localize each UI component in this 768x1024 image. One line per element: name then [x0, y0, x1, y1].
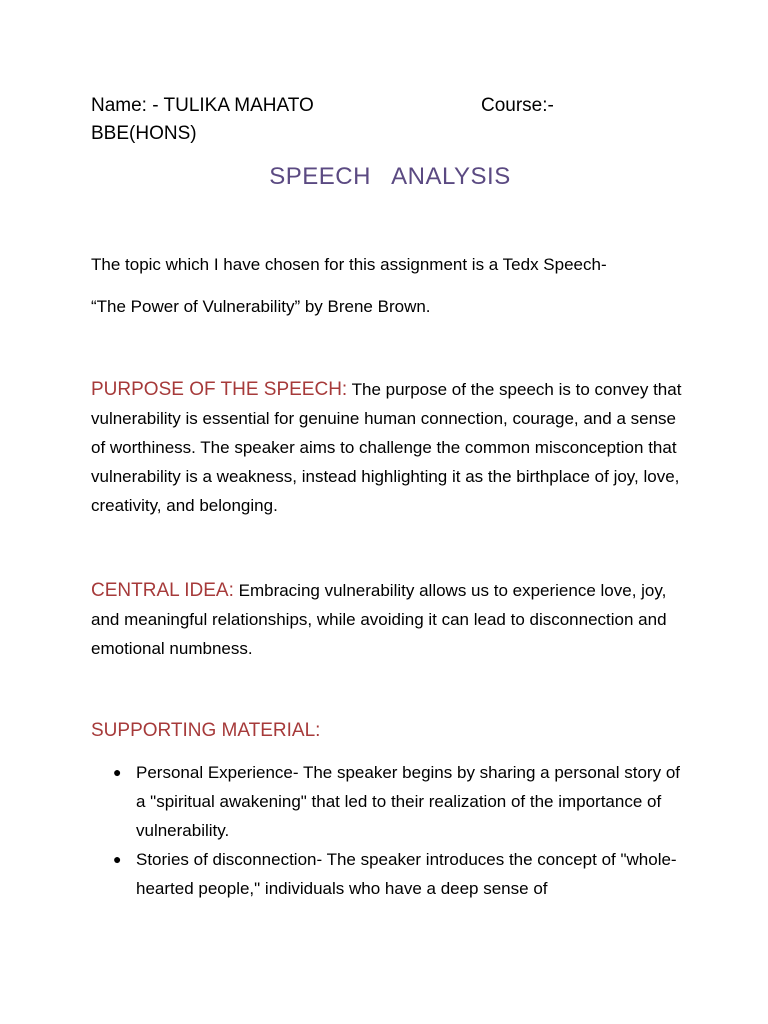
purpose-heading: PURPOSE OF THE SPEECH: — [91, 379, 348, 400]
list-item-text: Personal Experience- The speaker begins by sharing a personal story of a "spiritual awakening" that led to their realization of the importance of vulnerability. — [136, 763, 680, 840]
central-idea-text: Embracing vulnerability allows us to experience love, joy, and meaningful relationships, while avoiding it can lead to disconnection and emotional numbness. — [91, 581, 667, 658]
list-item-text: Stories of disconnection- The speaker introduces the concept of "whole-hearted people," individuals who have a deep sense of — [136, 850, 677, 898]
bullet-icon: ● — [113, 764, 122, 780]
course-value: BBE(HONS) — [91, 123, 197, 144]
student-info-line — [91, 92, 691, 120]
intro-line-1: The topic which I have chosen for this assignment is a Tedx Speech- — [91, 255, 607, 274]
central-idea-heading: CENTRAL IDEA: — [91, 580, 234, 601]
student-name: Name: - TULIKA MAHATO — [91, 95, 314, 116]
central-idea-section — [91, 576, 691, 663]
course-label: Course:- — [481, 95, 554, 116]
document-title: SPEECH ANALYSIS — [269, 163, 511, 190]
purpose-section — [91, 375, 691, 520]
supporting-material-heading: SUPPORTING MATERIAL: — [91, 720, 321, 741]
supporting-material-list — [91, 758, 691, 903]
list-item — [91, 845, 691, 903]
purpose-text: The purpose of the speech is to convey that vulnerability is essential for genuine human connection, courage, and a sense of worthiness. The speaker aims to challenge the common misconception that vulnerability is a weakness, instead highlighting it as the birthplace of joy, love, creativity, and belonging. — [91, 380, 682, 515]
bullet-icon: ● — [113, 851, 122, 867]
list-item — [91, 758, 691, 845]
intro-line-2: “The Power of Vulnerability” by Brene Brown. — [91, 297, 431, 316]
